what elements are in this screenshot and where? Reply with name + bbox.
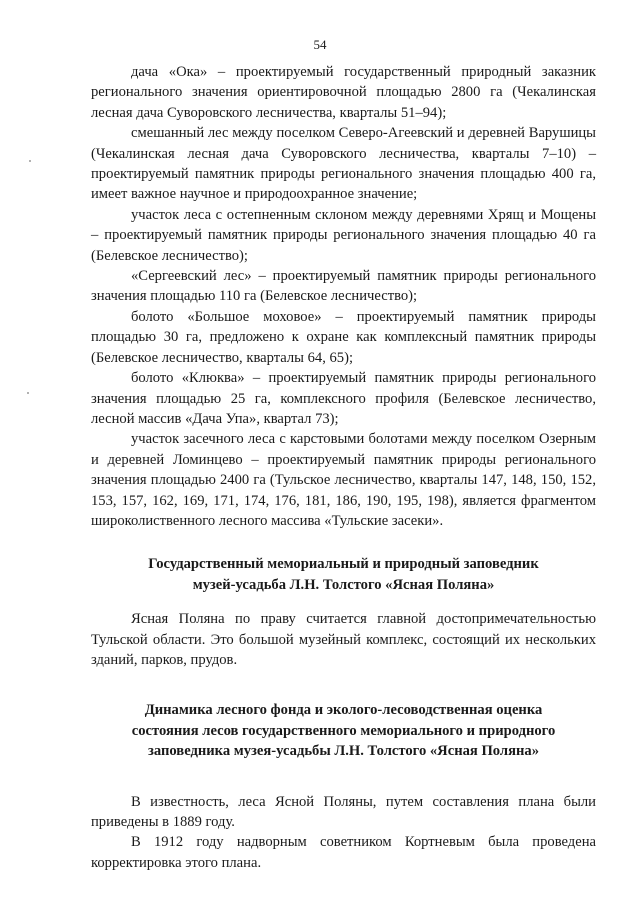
page-number: 54 bbox=[313, 37, 327, 52]
spacer bbox=[91, 670, 596, 700]
section-heading-reserve bbox=[91, 554, 596, 595]
paragraph-klyukva: болото «Клюква» – проектируемый памятник природы регионального значения площадью 25 га, комплексного профиля (Белевское лесничество, лесной массив «Дача Упа», квартал 73); bbox=[91, 370, 596, 427]
paragraph-bolshoe-mokhovoe: болото «Большое моховое» – проектируемый памятник природы площадью 30 га, предложено к охране как комплексный памятник природы (Белевское лесничество, кварталы 64, 65); bbox=[91, 308, 596, 366]
paragraph-plan-1889: В известность, леса Ясной Поляны, путем составления плана были приведены в 1889 году. bbox=[91, 793, 596, 830]
spacer bbox=[91, 595, 596, 609]
paragraph-plan-1912: В 1912 году надворным советником Кортневым была проведена корректировка этого плана. bbox=[91, 834, 596, 871]
paragraph-zasechny-forest: участок засечного леса с карстовыми болотами между поселком Озерным и деревней Ломинцево – проектируемый памятник природы регионального значения площадью 2400 га (Тульское лесничество, кварталы 147, 148, 150, 152, 153, 157, 162, 169, 171, 174, 176, 181, 186, 190, 195, 198), является фрагментом широколиственного лесного массива «Тульские засеки». bbox=[91, 431, 596, 529]
spacer bbox=[91, 762, 596, 792]
section-heading-dynamics bbox=[91, 700, 596, 761]
paragraph-mixed-forest: смешанный лес между поселком Северо-Агеевский и деревней Варушицы (Чекалинская лесная дача Суворовского лесничества, кварталы 7–10) – проектируемый памятник природы регионального значения площадью 400 га, имеет важное научное и природоохранное значение; bbox=[91, 125, 596, 203]
paragraph-oka: дача «Ока» – проектируемый государственный природный заказник регионального значения ориентировочной площадью 2800 га (Чекалинская лесная дача Суворовского лесничества, кварталы 51–94); bbox=[91, 64, 596, 121]
heading-line: Динамика лесного фонда и эколого-лесоводственная оценка bbox=[144, 702, 543, 719]
heading-line: музей-усадьба Л.Н. Толстого «Ясная Поляна» bbox=[192, 576, 495, 593]
scan-artifact bbox=[29, 160, 31, 162]
heading-line: заповедника музея-усадьбы Л.Н. Толстого «Ясная Поляна» bbox=[148, 743, 539, 760]
paragraph-sergeevsky: «Сергеевский лес» – проектируемый памятник природы регионального значения площадью 110 га (Белевское лесничество); bbox=[91, 268, 596, 305]
scan-artifact bbox=[27, 392, 29, 394]
paragraph-yasnaya-polyana: Ясная Поляна по праву считается главной достопримечательностью Тульской области. Это большой музейный комплекс, состоящий их нескольких зданий, парков, прудов. bbox=[91, 611, 596, 668]
heading-line: состояния лесов государственного мемориального и природного bbox=[131, 722, 556, 739]
heading-line: Государственный мемориальный и природный заповедник bbox=[148, 556, 539, 573]
document-body bbox=[91, 62, 596, 873]
paragraph-steppe-slope: участок леса с остепненным склоном между деревнями Хрящ и Мощены – проектируемый памятник природы регионального значения площадью 40 га (Белевское лесничество); bbox=[91, 206, 596, 264]
